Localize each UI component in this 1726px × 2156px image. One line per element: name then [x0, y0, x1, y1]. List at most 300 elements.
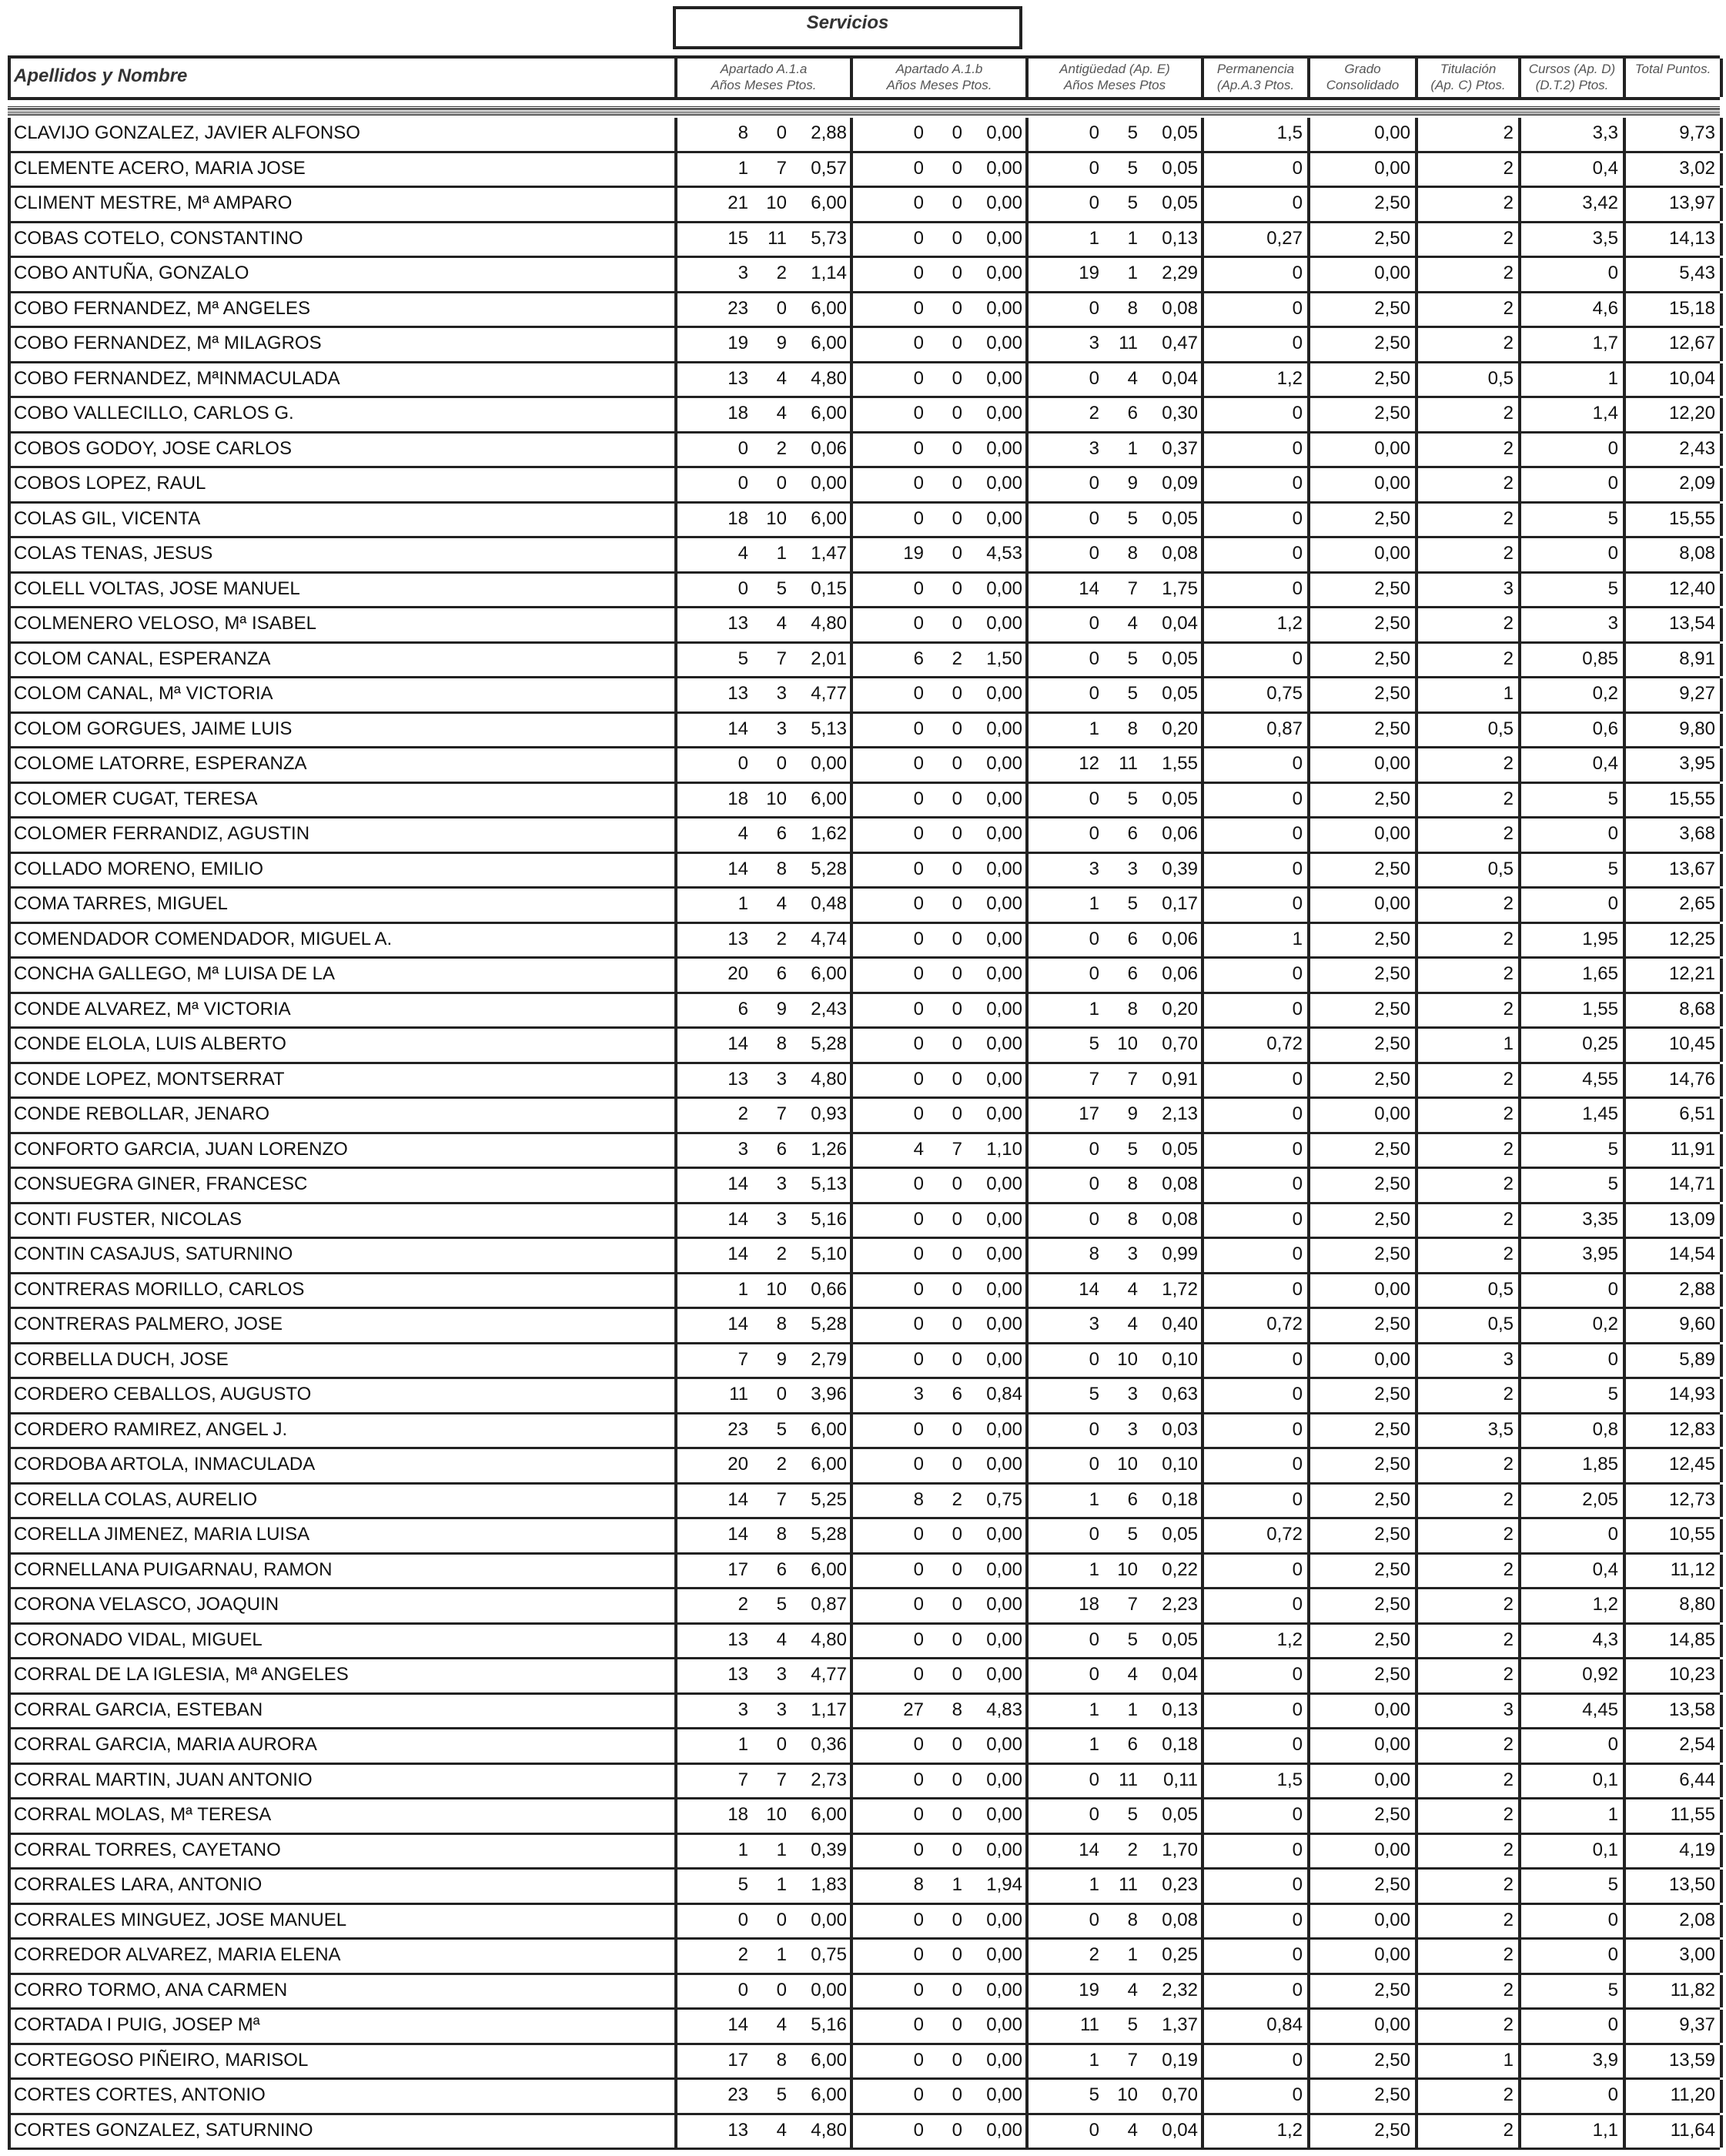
cell-titulacion: 2: [1418, 819, 1521, 852]
cell-a1b-meses: 0: [952, 613, 962, 634]
cell-grado: 2,50: [1310, 644, 1418, 677]
cell-group-a1a: [677, 644, 853, 677]
cell-a1b-anos: 6: [913, 648, 924, 669]
cell-ant-meses: 3: [1127, 858, 1138, 879]
cell-titulacion: 2: [1418, 2115, 1521, 2148]
cell-grado: 2,50: [1310, 2080, 1418, 2113]
cell-a1a-meses: 6: [776, 1138, 787, 1160]
cell-cursos: 0: [1521, 1940, 1626, 1973]
cell-ant-ptos: 0,13: [1162, 227, 1198, 249]
cell-group-ant: [1029, 854, 1204, 887]
cell-a1b-meses: 0: [952, 403, 962, 424]
cell-a1b-meses: 0: [952, 1769, 962, 1790]
cell-a1b-anos: 0: [913, 473, 924, 494]
cell-a1a-ptos: 4,80: [811, 2119, 847, 2141]
cell-ant-meses: 8: [1127, 1208, 1138, 1230]
cell-a1b-meses: 1: [952, 1874, 962, 1895]
cell-permanencia: 0: [1204, 1099, 1310, 1132]
cell-ant-ptos: 0,05: [1162, 122, 1198, 143]
col-header-grado: [1310, 59, 1418, 97]
cell-ant-anos: 0: [1089, 1348, 1099, 1370]
cell-titulacion: 2: [1418, 889, 1521, 922]
cell-ant-meses: 1: [1127, 1699, 1138, 1720]
cell-name: CORDOBA ARTOLA, INMACULADA: [11, 1449, 677, 1482]
cell-a1b-ptos: 0,00: [986, 1664, 1022, 1685]
cell-total: 11,12: [1626, 1555, 1723, 1588]
cell-a1b-anos: 0: [913, 683, 924, 704]
col-header-a1a-line2: Años Meses Ptos.: [711, 78, 817, 92]
cell-a1b-ptos: 0,00: [986, 403, 1022, 424]
cell-total: 8,68: [1626, 994, 1723, 1027]
cell-a1b-ptos: 0,00: [986, 2014, 1022, 2035]
cell-titulacion: 2: [1418, 1064, 1521, 1097]
cell-group-a1a: [677, 2080, 853, 2113]
cell-total: 14,93: [1626, 1379, 1723, 1412]
cell-ant-anos: 5: [1089, 1384, 1099, 1404]
cell-group-a1a: [677, 1274, 853, 1307]
cell-permanencia: 1: [1204, 924, 1310, 957]
cell-total: 14,76: [1626, 1064, 1723, 1097]
cell-total: 13,50: [1626, 1870, 1723, 1903]
cell-group-a1b: [853, 1625, 1029, 1658]
table-row: [8, 434, 1720, 469]
cell-ant-ptos: 0,20: [1162, 998, 1198, 1019]
cell-group-ant: [1029, 1519, 1204, 1552]
cell-cursos: 0: [1521, 538, 1626, 571]
cell-group-ant: [1029, 2010, 1204, 2043]
cell-name: CONDE REBOLLAR, JENARO: [11, 1099, 677, 1132]
cell-a1a-ptos: 6,00: [811, 507, 847, 529]
cell-titulacion: 1: [1418, 1029, 1521, 1062]
cell-ant-anos: 0: [1089, 122, 1099, 143]
table-body: [8, 118, 1720, 2150]
cell-ant-meses: 4: [1127, 1314, 1138, 1334]
cell-permanencia: 0: [1204, 1344, 1310, 1378]
cell-permanencia: 0: [1204, 153, 1310, 186]
cell-group-a1b: [853, 1765, 1029, 1798]
cell-ant-meses: 10: [1117, 1558, 1138, 1580]
cell-a1b-meses: 0: [952, 2119, 962, 2141]
cell-a1b-anos: 0: [913, 1068, 924, 1090]
cell-titulacion: 2: [1418, 434, 1521, 467]
cell-a1a-anos: 13: [728, 1664, 748, 1685]
col-header-name: Apellidos y Nombre: [11, 59, 677, 97]
cell-a1b-ptos: 0,00: [986, 437, 1022, 459]
cell-a1a-meses: 7: [776, 1769, 787, 1790]
cell-group-a1b: [853, 1134, 1029, 1167]
cell-ant-meses: 7: [1127, 1068, 1138, 1090]
cell-a1a-anos: 14: [728, 1173, 748, 1194]
cell-titulacion: 2: [1418, 2080, 1521, 2113]
cell-ant-ptos: 0,18: [1162, 1734, 1198, 1755]
cell-name: CONDE LOPEZ, MONTSERRAT: [11, 1064, 677, 1097]
cell-a1a-ptos: 0,39: [811, 1839, 847, 1860]
cell-a1b-ptos: 1,10: [986, 1138, 1022, 1160]
cell-a1a-ptos: 0,93: [811, 1103, 847, 1124]
cell-ant-anos: 12: [1079, 753, 1099, 774]
cell-a1a-meses: 10: [766, 788, 787, 809]
cell-a1b-meses: 2: [952, 648, 962, 669]
cell-permanencia: 0: [1204, 468, 1310, 501]
cell-a1a-meses: 6: [776, 823, 787, 844]
cell-permanencia: 0,84: [1204, 2010, 1310, 2043]
cell-titulacion: 2: [1418, 959, 1521, 992]
cell-group-ant: [1029, 1099, 1204, 1132]
table-row: [8, 1274, 1720, 1310]
cell-a1b-meses: 0: [952, 1909, 962, 1930]
cell-group-a1b: [853, 1695, 1029, 1728]
cell-permanencia: 0: [1204, 889, 1310, 922]
cell-a1a-meses: 4: [776, 1629, 787, 1650]
cell-grado: 0,00: [1310, 1729, 1418, 1763]
cell-group-ant: [1029, 1169, 1204, 1202]
cell-ant-meses: 5: [1127, 157, 1138, 179]
table-row: [8, 188, 1720, 223]
cell-grado: 2,50: [1310, 1414, 1418, 1448]
table-row: [8, 889, 1720, 924]
cell-total: 13,09: [1626, 1204, 1723, 1237]
cell-ant-anos: 0: [1089, 192, 1099, 213]
table-row: [8, 1204, 1720, 1240]
cell-total: 14,13: [1626, 223, 1723, 256]
cell-a1a-meses: 1: [776, 543, 787, 564]
cell-a1b-meses: 0: [952, 823, 962, 844]
cell-group-a1b: [853, 1485, 1029, 1518]
cell-ant-anos: 17: [1079, 1103, 1099, 1124]
cell-a1a-anos: 3: [738, 1138, 748, 1160]
cell-a1b-ptos: 0,00: [986, 1944, 1022, 1965]
cell-grado: 2,50: [1310, 1519, 1418, 1552]
cell-permanencia: 1,5: [1204, 118, 1310, 151]
cell-ant-meses: 5: [1127, 788, 1138, 809]
cell-group-a1a: [677, 1870, 853, 1903]
table-row: [8, 994, 1720, 1029]
cell-group-ant: [1029, 1589, 1204, 1622]
cell-grado: 2,50: [1310, 1169, 1418, 1202]
cell-ant-meses: 5: [1127, 122, 1138, 143]
cell-grado: 2,50: [1310, 1659, 1418, 1692]
cell-ant-meses: 4: [1127, 613, 1138, 634]
cell-titulacion: 3: [1418, 1695, 1521, 1728]
cell-group-ant: [1029, 1485, 1204, 1518]
cell-group-a1b: [853, 1169, 1029, 1202]
table-row: [8, 644, 1720, 679]
cell-ant-ptos: 2,23: [1162, 1594, 1198, 1615]
cell-a1a-anos: 14: [728, 1488, 748, 1510]
cell-total: 2,09: [1626, 468, 1723, 501]
table-row: [8, 1519, 1720, 1555]
cell-a1a-meses: 2: [776, 1454, 787, 1475]
cell-a1b-anos: 0: [913, 858, 924, 879]
cell-group-ant: [1029, 1659, 1204, 1692]
cell-grado: 0,00: [1310, 2010, 1418, 2043]
cell-group-ant: [1029, 889, 1204, 922]
cell-group-ant: [1029, 188, 1204, 221]
cell-group-a1a: [677, 1799, 853, 1833]
cell-grado: 2,50: [1310, 363, 1418, 397]
cell-group-a1b: [853, 889, 1029, 922]
table-row: [8, 1239, 1720, 1274]
table-row: [8, 784, 1720, 819]
cell-a1b-ptos: 0,00: [986, 963, 1022, 984]
cell-a1a-ptos: 6,00: [811, 297, 847, 319]
cell-permanencia: 0: [1204, 1555, 1310, 1588]
cell-a1b-ptos: 0,00: [986, 1629, 1022, 1650]
cell-group-a1a: [677, 153, 853, 186]
cell-total: 9,73: [1626, 118, 1723, 151]
cell-cursos: 5: [1521, 504, 1626, 537]
table-row: [8, 1449, 1720, 1485]
cell-titulacion: 1: [1418, 2045, 1521, 2078]
cell-ant-meses: 3: [1127, 1244, 1138, 1264]
cell-permanencia: 1,2: [1204, 1625, 1310, 1658]
cell-a1a-anos: 13: [728, 367, 748, 389]
cell-group-a1b: [853, 468, 1029, 501]
cell-name: COBO FERNANDEZ, MªINMACULADA: [11, 363, 677, 397]
cell-group-a1a: [677, 678, 853, 711]
cell-name: CONFORTO GARCIA, JUAN LORENZO: [11, 1134, 677, 1167]
cell-cursos: 0: [1521, 2010, 1626, 2043]
cell-group-a1a: [677, 538, 853, 571]
cell-a1b-anos: 0: [913, 1909, 924, 1930]
table-row: [8, 258, 1720, 293]
cell-a1b-meses: 0: [952, 1524, 962, 1545]
cell-group-a1b: [853, 1555, 1029, 1588]
cell-ant-meses: 9: [1127, 1103, 1138, 1124]
cell-a1a-meses: 0: [776, 1384, 787, 1404]
cell-ant-ptos: 0,11: [1163, 1769, 1198, 1790]
cell-group-a1a: [677, 223, 853, 256]
cell-a1b-anos: 0: [913, 157, 924, 179]
cell-a1b-ptos: 0,00: [986, 473, 1022, 494]
cell-titulacion: 2: [1418, 258, 1521, 291]
table-row: [8, 1134, 1720, 1170]
cell-ant-meses: 9: [1127, 473, 1138, 494]
cell-grado: 0,00: [1310, 1344, 1418, 1378]
cell-a1a-meses: 4: [776, 2014, 787, 2035]
cell-ant-anos: 0: [1089, 473, 1099, 494]
cell-ant-meses: 8: [1127, 297, 1138, 319]
cell-total: 2,88: [1626, 1274, 1723, 1307]
cell-a1a-meses: 3: [776, 1664, 787, 1685]
cell-a1a-meses: 2: [776, 437, 787, 459]
table-row: [8, 1169, 1720, 1204]
cell-titulacion: 2: [1418, 1729, 1521, 1763]
cell-group-a1a: [677, 1099, 853, 1132]
cell-a1a-ptos: 6,00: [811, 2084, 847, 2105]
cell-group-ant: [1029, 1239, 1204, 1272]
cell-ant-anos: 19: [1079, 263, 1099, 283]
cell-titulacion: 2: [1418, 118, 1521, 151]
cell-a1b-anos: 0: [913, 2119, 924, 2141]
cell-titulacion: 2: [1418, 153, 1521, 186]
cell-ant-anos: 11: [1080, 2014, 1099, 2035]
cell-name: COLOME LATORRE, ESPERANZA: [11, 748, 677, 782]
cell-total: 12,21: [1626, 959, 1723, 992]
cell-titulacion: 2: [1418, 1134, 1521, 1167]
cell-ant-meses: 11: [1119, 1874, 1138, 1895]
cell-titulacion: 2: [1418, 644, 1521, 677]
cell-permanencia: 0: [1204, 819, 1310, 852]
cell-a1a-ptos: 3,96: [811, 1384, 847, 1404]
cell-a1a-meses: 0: [776, 1909, 787, 1930]
cell-grado: 0,00: [1310, 889, 1418, 922]
cell-grado: 0,00: [1310, 1905, 1418, 1938]
cell-a1b-anos: 0: [913, 998, 924, 1019]
cell-ant-anos: 0: [1089, 1138, 1099, 1160]
cell-a1b-anos: 0: [913, 1348, 924, 1370]
cell-group-ant: [1029, 223, 1204, 256]
cell-a1a-anos: 2: [738, 1944, 748, 1965]
cell-titulacion: 3: [1418, 1344, 1521, 1378]
cell-ant-meses: 11: [1119, 333, 1138, 353]
cell-a1a-meses: 5: [776, 578, 787, 599]
cell-group-a1b: [853, 434, 1029, 467]
cell-ant-meses: 8: [1127, 1909, 1138, 1930]
cell-grado: 0,00: [1310, 1835, 1418, 1868]
cell-a1a-ptos: 6,00: [811, 403, 847, 424]
cell-grado: 2,50: [1310, 1379, 1418, 1412]
cell-a1b-meses: 0: [952, 473, 962, 494]
cell-a1a-ptos: 6,00: [811, 1804, 847, 1825]
cell-a1b-ptos: 0,00: [986, 1454, 1022, 1475]
cell-a1a-anos: 14: [728, 1314, 748, 1334]
cell-a1a-anos: 8: [738, 122, 748, 143]
col-header-ant-line1: Antigüedad (Ap. E): [1059, 62, 1170, 76]
cell-a1b-anos: 0: [913, 1033, 924, 1054]
cell-group-a1a: [677, 398, 853, 431]
cell-ant-anos: 0: [1089, 1524, 1099, 1545]
cell-a1a-meses: 3: [776, 1068, 787, 1090]
cell-ant-meses: 3: [1127, 1384, 1138, 1404]
cell-cursos: 4,45: [1521, 1695, 1626, 1728]
cell-group-a1b: [853, 994, 1029, 1027]
cell-a1b-ptos: 0,00: [986, 227, 1022, 249]
cell-titulacion: 2: [1418, 1449, 1521, 1482]
cell-grado: 0,00: [1310, 1099, 1418, 1132]
cell-a1b-anos: 0: [913, 1278, 924, 1300]
cell-cursos: 3,42: [1521, 188, 1626, 221]
table-row: [8, 504, 1720, 539]
cell-ant-anos: 0: [1089, 367, 1099, 389]
cell-name: CORRAL GARCIA, MARIA AURORA: [11, 1729, 677, 1763]
cell-titulacion: 2: [1418, 1519, 1521, 1552]
cell-a1b-anos: 0: [913, 718, 924, 739]
cell-ant-ptos: 0,99: [1162, 1244, 1198, 1264]
cell-ant-anos: 0: [1089, 1909, 1099, 1930]
table-row: [8, 1029, 1720, 1064]
cell-a1b-anos: 0: [913, 1103, 924, 1124]
cell-a1a-anos: 23: [728, 2084, 748, 2105]
cell-name: CORDERO CEBALLOS, AUGUSTO: [11, 1379, 677, 1412]
cell-cursos: 0: [1521, 889, 1626, 922]
cell-a1b-meses: 0: [952, 963, 962, 984]
cell-a1b-ptos: 0,00: [986, 2084, 1022, 2105]
cell-a1a-meses: 10: [766, 1278, 787, 1300]
cell-titulacion: 2: [1418, 1940, 1521, 1973]
cell-a1b-ptos: 1,94: [986, 1874, 1022, 1895]
cell-ant-ptos: 0,05: [1162, 157, 1198, 179]
cell-a1b-anos: 0: [913, 963, 924, 984]
cell-a1b-ptos: 0,00: [986, 1208, 1022, 1230]
cell-a1a-ptos: 4,80: [811, 1068, 847, 1090]
cell-ant-ptos: 1,75: [1162, 578, 1198, 599]
cell-name: CONCHA GALLEGO, Mª LUISA DE LA: [11, 959, 677, 992]
cell-grado: 2,50: [1310, 784, 1418, 817]
cell-a1a-meses: 10: [766, 507, 787, 529]
cell-name: CLEMENTE ACERO, MARIA JOSE: [11, 153, 677, 186]
cell-cursos: 3,9: [1521, 2045, 1626, 2078]
cell-group-a1b: [853, 504, 1029, 537]
cell-group-ant: [1029, 1449, 1204, 1482]
cell-a1a-ptos: 5,13: [811, 1173, 847, 1194]
cell-a1b-meses: 0: [952, 2049, 962, 2071]
cell-a1b-meses: 0: [952, 1734, 962, 1755]
cell-ant-anos: 0: [1089, 648, 1099, 669]
cell-cursos: 4,6: [1521, 293, 1626, 326]
cell-total: 10,45: [1626, 1029, 1723, 1062]
cell-permanencia: 0: [1204, 1589, 1310, 1622]
cell-ant-anos: 0: [1089, 1418, 1099, 1440]
cell-ant-ptos: 0,05: [1162, 192, 1198, 213]
cell-group-ant: [1029, 748, 1204, 782]
cell-ant-meses: 5: [1127, 1629, 1138, 1650]
cell-total: 4,19: [1626, 1835, 1723, 1868]
cell-a1b-meses: 0: [952, 858, 962, 879]
cell-a1a-meses: 6: [776, 1558, 787, 1580]
cell-cursos: 1,95: [1521, 924, 1626, 957]
cell-group-a1a: [677, 1625, 853, 1658]
cell-grado: 0,00: [1310, 538, 1418, 571]
cell-a1a-anos: 0: [738, 578, 748, 599]
cell-a1b-anos: 4: [913, 1138, 924, 1160]
cell-a1b-anos: 27: [903, 1699, 924, 1720]
cell-a1a-ptos: 6,00: [811, 192, 847, 213]
cell-ant-meses: 4: [1127, 2119, 1138, 2141]
cell-ant-anos: 14: [1079, 1839, 1099, 1860]
cell-ant-ptos: 0,17: [1162, 893, 1198, 914]
cell-name: CORTEGOSO PIÑEIRO, MARISOL: [11, 2045, 677, 2078]
cell-ant-ptos: 0,10: [1162, 1454, 1198, 1475]
cell-a1a-anos: 14: [728, 858, 748, 879]
cell-group-a1a: [677, 1905, 853, 1938]
cell-a1b-ptos: 4,83: [986, 1699, 1022, 1720]
cell-ant-anos: 8: [1089, 1244, 1099, 1264]
cell-group-ant: [1029, 118, 1204, 151]
table-row: [8, 2010, 1720, 2045]
cell-a1a-ptos: 5,28: [811, 1524, 847, 1545]
cell-cursos: 3: [1521, 608, 1626, 641]
cell-name: CORRALES MINGUEZ, JOSE MANUEL: [11, 1905, 677, 1938]
cell-permanencia: 1,2: [1204, 363, 1310, 397]
cell-a1b-ptos: 0,00: [986, 823, 1022, 844]
cell-ant-ptos: 0,08: [1162, 1173, 1198, 1194]
cell-a1b-meses: 0: [952, 2084, 962, 2105]
cell-a1a-meses: 3: [776, 1208, 787, 1230]
cell-ant-ptos: 0,04: [1162, 367, 1198, 389]
cell-titulacion: 2: [1418, 398, 1521, 431]
cell-ant-ptos: 1,72: [1162, 1278, 1198, 1300]
cell-a1a-anos: 2: [738, 1103, 748, 1124]
cell-ant-meses: 8: [1127, 998, 1138, 1019]
cell-a1a-meses: 0: [776, 1979, 787, 2000]
cell-total: 13,97: [1626, 188, 1723, 221]
cell-name: CLAVIJO GONZALEZ, JAVIER ALFONSO: [11, 118, 677, 151]
cell-a1b-anos: 0: [913, 367, 924, 389]
cell-name: CONDE ELOLA, LUIS ALBERTO: [11, 1029, 677, 1062]
cell-ant-ptos: 0,10: [1162, 1348, 1198, 1370]
cell-a1a-ptos: 5,16: [811, 1208, 847, 1230]
